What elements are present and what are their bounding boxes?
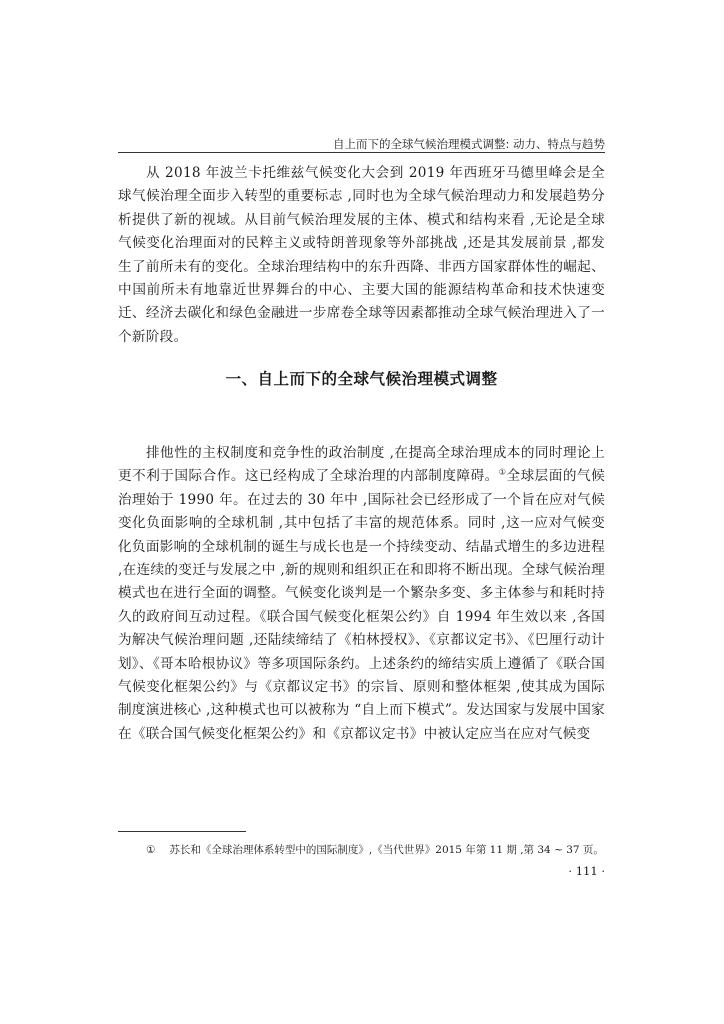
footnote — [146, 843, 606, 857]
section-paragraph — [118, 442, 605, 746]
section-title: 一、自上而下的全球气候治理模式调整 — [225, 370, 498, 388]
page-number: · 111 · — [568, 864, 605, 878]
paragraph-text-after-note: 全球层面的气候治理始于 1990 年。在过去的 30 年中 ,国际社会已经形成了一个旨在应对气候变化负面影响的全球机制 ,其中包括了丰富的规范体系。同时 ,这一应对气候变化负面影响的全球机制的诞生与成长也是一个持续变动、结晶式增生的多边进程 ,在连续的变迁与发展之中 ,新的规则和组织正在和即将不断出现。全球气候治理模式也在进行全面的调整。气候变化谈判是一个繁杂多变、多主体参与和耗时持久的政府间互动过程。《联合国气候变化框架公约》自 1994 年生效以来 ,各国为解决气候治理问题 ,还陆续缔结了《柏林授权》、《京都议定书》、《巴厘行动计划》、《哥本哈根协议》等多项国际条约。上述条约的缔结实质上遵循了《联合国气候变化框架公约》与《京都议定书》的宗旨、原则和整体框架 ,使其成为国际制度演进核心 ,这种模式也可以被称为 “自上而下模式”。发达国家与发展中国家在《联合国气候变化框架公约》和《京都议定书》中被认定应当在应对气候变 — [118, 468, 605, 742]
footnote-text: 苏长和《全球治理体系转型中的国际制度》,《当代世界》2015 年第 11 期 ,第 34 ~ 37 页。 — [169, 844, 604, 856]
header-rule — [118, 152, 605, 153]
intro-paragraph: 从 2018 年波兰卡托维兹气候变化大会到 2019 年西班牙马德里峰会是全球气候治理全面步入转型的重要标志 ,同时也为全球气候治理动力和发展趋势分析提供了新的视域。从目前气候治理发展的主体、模式和结构来看 ,无论是全球气候变化治理面对的民粹主义或特朗普现象等外部挑战 ,还是其发展前景 ,都发生了前所未有的变化。全球治理结构中的东升西降、非西方国家群体性的崛起、中国前所未有地靠近世界舞台的中心、主要大国的能源结构革命和技术快速变迁、经济去碳化和绿色金融进一步席卷全球等因素都推动全球气候治理进入了一个新阶段。 — [118, 165, 605, 345]
paragraph-text-before-note: 排他性的主权制度和竞争性的政治制度 ,在提高全球治理成本的同时理论上更不利于国际合作。这已经构成了全球治理的内部制度障碍。 — [118, 445, 605, 485]
running-header: 自上而下的全球气候治理模式调整: 动力、特点与趋势 — [332, 137, 605, 151]
footnote-marker: ① — [146, 844, 156, 856]
footnote-rule — [118, 831, 246, 832]
footnote-reference[interactable]: ① — [498, 467, 507, 477]
